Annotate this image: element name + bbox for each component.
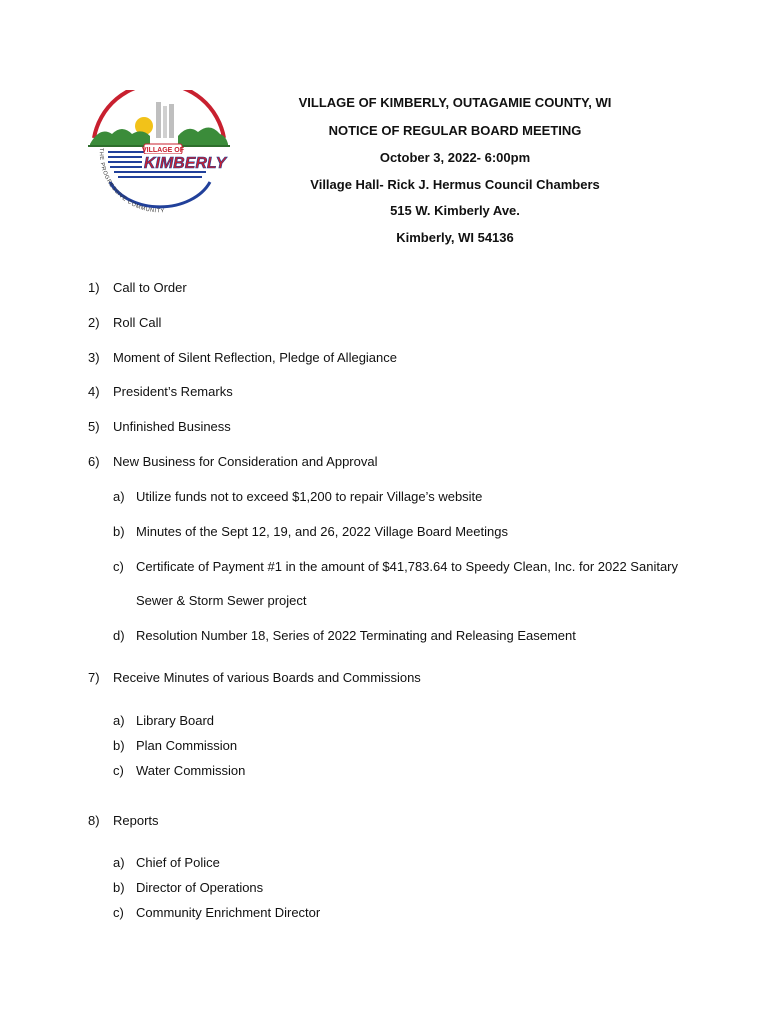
item-text: New Business for Consideration and Approval	[113, 454, 378, 469]
subitem-letter: b)	[113, 880, 125, 895]
item-text: Reports	[113, 813, 159, 828]
subitem-letter: b)	[113, 738, 125, 753]
item-text: Receive Minutes of various Boards and Commissions	[113, 670, 421, 685]
item-number: 5)	[88, 419, 100, 434]
subitem-text: Water Commission	[136, 763, 246, 778]
subitem-letter: c)	[113, 905, 124, 920]
item-text: Moment of Silent Reflection, Pledge of Allegiance	[113, 350, 398, 365]
item-number: 8)	[88, 813, 100, 828]
header-city: Kimberly, WI 54136	[396, 230, 514, 245]
subitem-text: Library Board	[136, 713, 215, 728]
header-location: Village Hall- Rick J. Hermus Council Chambers	[310, 177, 600, 192]
item-number: 6)	[88, 454, 100, 469]
village-logo	[86, 90, 232, 218]
subitem-text: Plan Commission	[136, 738, 238, 753]
subitem-text: Chief of Police	[136, 855, 220, 870]
header-address: 515 W. Kimberly Ave.	[390, 203, 520, 218]
logo-tower	[156, 102, 161, 138]
logo-trees-left	[90, 129, 150, 146]
subitem-text: Certificate of Payment #1 in the amount of $41,783.64 to Speedy Clean, Inc. for 2022 Sanitary	[136, 559, 679, 574]
subitem-letter: b)	[113, 524, 125, 539]
subitem-letter: c)	[113, 559, 124, 574]
subitem-letter: a)	[113, 855, 125, 870]
item-text: Unfinished Business	[113, 419, 231, 434]
item-number: 2)	[88, 315, 100, 330]
item-number: 7)	[88, 670, 100, 685]
subitem-text: Resolution Number 18, Series of 2022 Terminating and Releasing Easement	[136, 628, 576, 643]
item-number: 3)	[88, 350, 100, 365]
item-text: President’s Remarks	[113, 384, 233, 399]
subitem-letter: a)	[113, 489, 125, 504]
header-notice: NOTICE OF REGULAR BOARD MEETING	[328, 123, 582, 138]
subitem-letter: d)	[113, 628, 125, 643]
header-date: October 3, 2022- 6:00pm	[379, 150, 531, 165]
logo-tower	[169, 104, 174, 138]
subitem-text: Utilize funds not to exceed $1,200 to repair Village’s website	[136, 489, 483, 504]
logo-name: KIMBERLY	[143, 155, 227, 172]
subitem-text: Community Enrichment Director	[136, 905, 321, 920]
subitem-text: Minutes of the Sept 12, 19, and 26, 2022 Village Board Meetings	[136, 524, 508, 539]
logo-arc-text: THE PROGRESSIVE COMMUNITY	[97, 147, 165, 215]
subitem-text: Sewer & Storm Sewer project	[136, 593, 307, 608]
subitem-text: Director of Operations	[136, 880, 264, 895]
header-village: VILLAGE OF KIMBERLY, OUTAGAMIE COUNTY, WI	[298, 95, 612, 110]
item-number: 1)	[88, 280, 100, 295]
item-number: 4)	[88, 384, 100, 399]
subitem-letter: a)	[113, 713, 125, 728]
item-text: Roll Call	[113, 315, 162, 330]
logo-tower	[163, 106, 167, 138]
logo-top-text: VILLAGE OF	[142, 147, 184, 154]
item-text: Call to Order	[113, 280, 187, 295]
subitem-letter: c)	[113, 763, 124, 778]
